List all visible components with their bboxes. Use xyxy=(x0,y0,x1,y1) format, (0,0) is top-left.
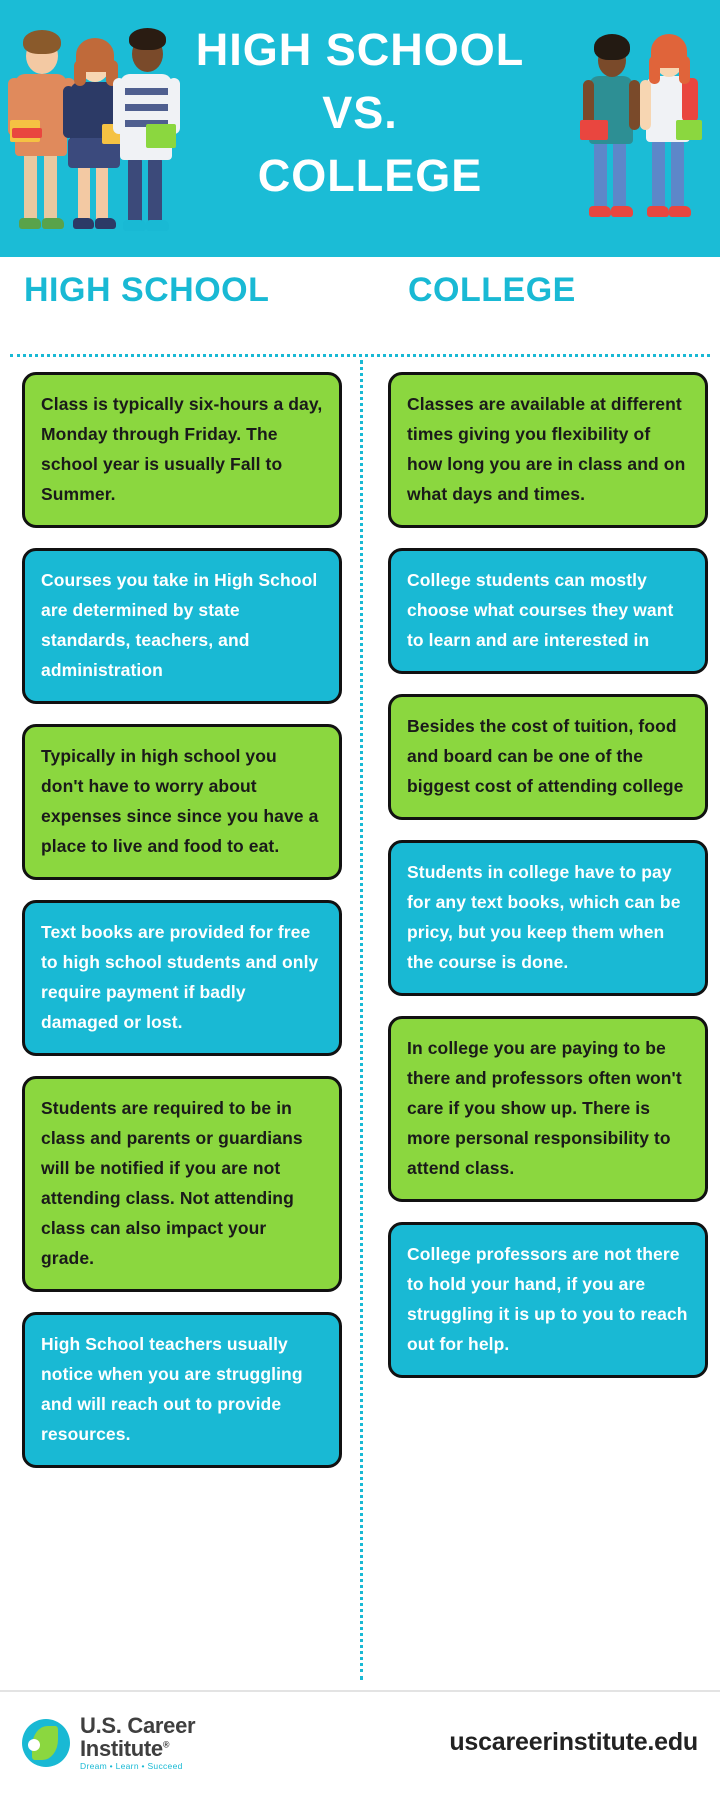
logo-line-2-text: Institute xyxy=(80,1736,163,1762)
college-column xyxy=(388,372,708,1398)
website-url[interactable]: uscareerinstitute.edu xyxy=(449,1728,698,1756)
list-item: Courses you take in High School are determined by state standards, teachers, and administration xyxy=(22,548,342,704)
vertical-divider xyxy=(360,360,363,1680)
list-item: Class is typically six-hours a day, Monday through Friday. The school year is usually Fall to Summer. xyxy=(22,372,342,528)
high-school-column xyxy=(22,372,342,1488)
list-item: Besides the cost of tuition, food and board can be one of the biggest cost of attending college xyxy=(388,694,708,820)
title-line-2: VS. xyxy=(322,87,398,138)
list-item: High School teachers usually notice when you are struggling and will reach out to provide resources. xyxy=(22,1312,342,1468)
horizontal-divider xyxy=(10,354,710,357)
list-item: Students in college have to pay for any text books, which can be pricy, but you keep them when the course is done. xyxy=(388,840,708,996)
list-item: Classes are available at different times giving you flexibility of how long you are in class and on what days and times. xyxy=(388,372,708,528)
logo-line-1: U.S. Career xyxy=(80,1713,196,1738)
column-title-college: COLLEGE xyxy=(408,271,576,309)
list-item: College professors are not there to hold your hand, if you are struggling it is up to you to reach out for help. xyxy=(388,1222,708,1378)
title-line-1: HIGH SCHOOL xyxy=(195,24,525,75)
title-line-3: COLLEGE xyxy=(257,150,483,201)
list-item: Text books are provided for free to high school students and only require payment if badly damaged or lost. xyxy=(22,900,342,1056)
brand-logo[interactable] xyxy=(22,1714,195,1771)
column-title-high-school: HIGH SCHOOL xyxy=(24,271,270,309)
leaf-globe-icon xyxy=(22,1719,70,1767)
list-item: Typically in high school you don't have to worry about expenses since since you have a place to live and food to eat. xyxy=(22,724,342,880)
header-banner xyxy=(0,0,720,257)
logo-line-2 xyxy=(80,1737,195,1760)
logo-text xyxy=(80,1714,195,1771)
logo-tagline: Dream • Learn • Succeed xyxy=(80,1761,183,1772)
footer xyxy=(0,1690,720,1800)
list-item: College students can mostly choose what courses they want to learn and are interested in xyxy=(388,548,708,674)
column-headers xyxy=(0,257,720,327)
list-item: Students are required to be in class and parents or guardians will be notified if you are not attending class. Not attending class can also impact your grade. xyxy=(22,1076,342,1292)
list-item: In college you are paying to be there and professors often won't care if you show up. There is more personal responsibility to attend class. xyxy=(388,1016,708,1202)
trademark-symbol: ® xyxy=(162,1739,170,1750)
two-students-illustration xyxy=(580,28,710,240)
